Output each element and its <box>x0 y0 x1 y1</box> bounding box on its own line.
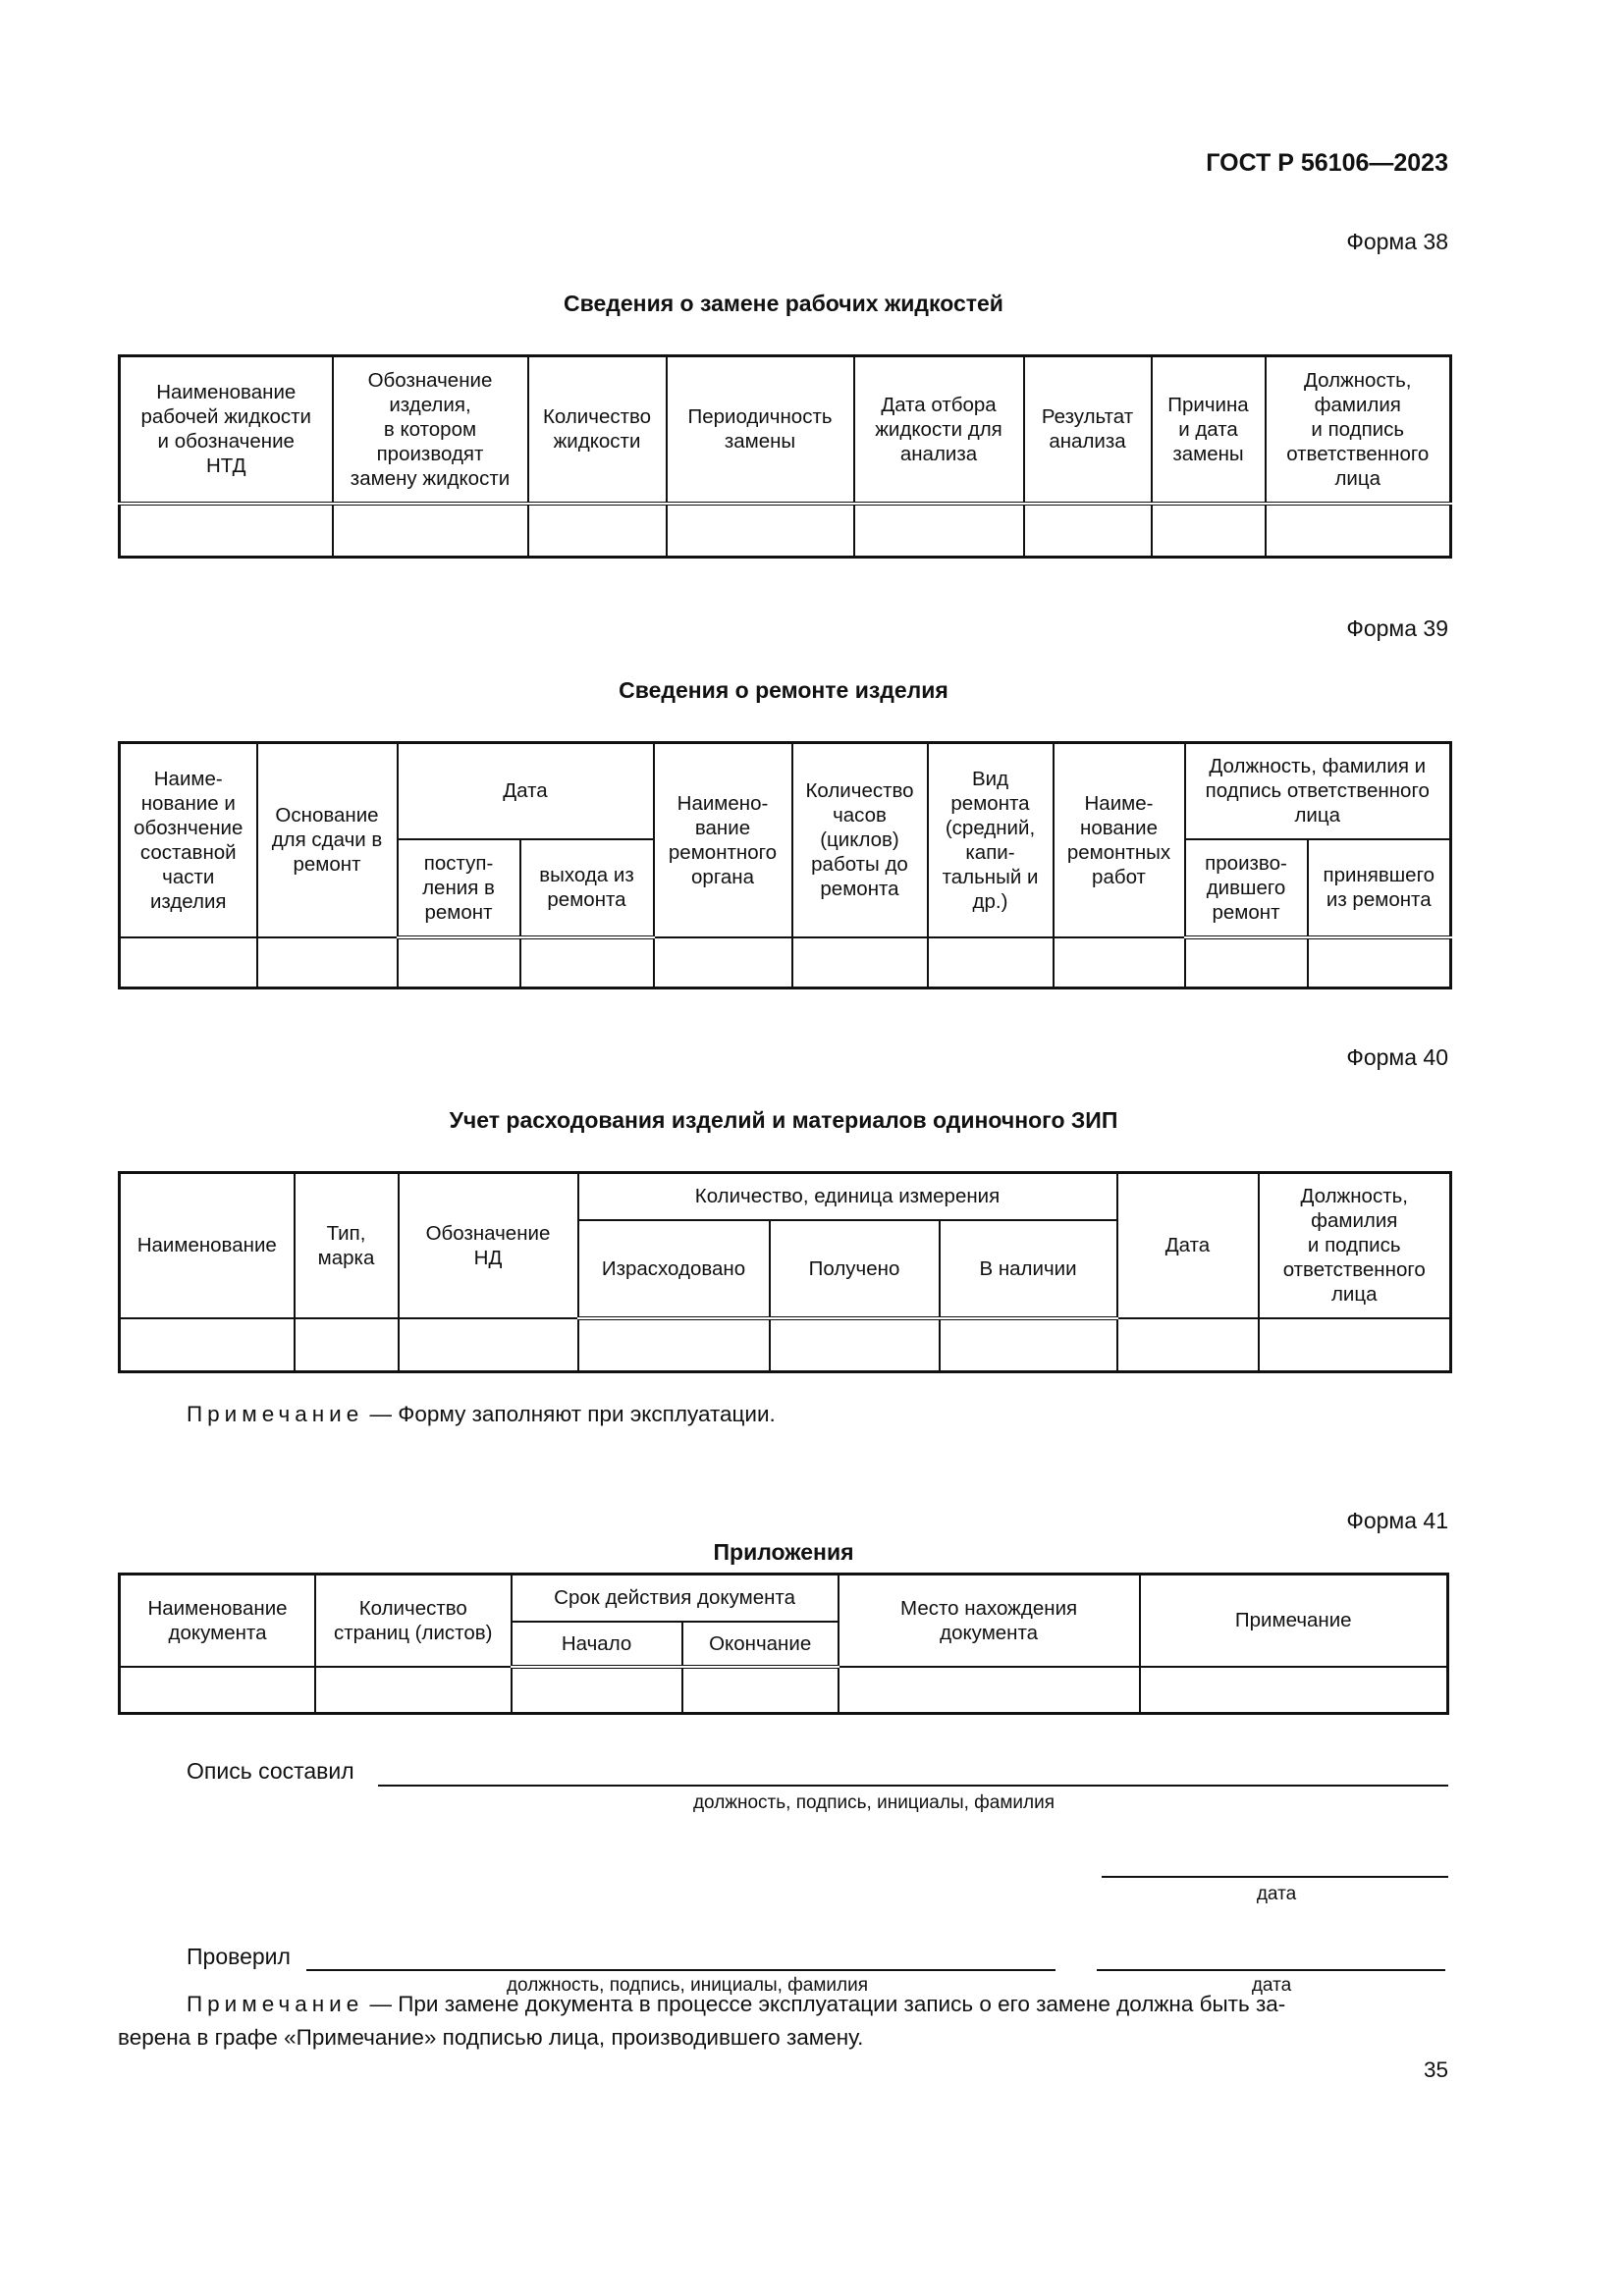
header-cell: Причина и дата замены <box>1152 356 1266 504</box>
entry-cell[interactable] <box>1308 937 1451 988</box>
entry-cell[interactable] <box>120 1318 295 1372</box>
form-41-header-row-1 <box>120 1575 1448 1622</box>
entry-cell[interactable] <box>399 1318 578 1372</box>
checked-date-line[interactable] <box>1097 1969 1445 1971</box>
entry-cell[interactable] <box>257 937 398 988</box>
header-cell: Наименование рабочей жидкости и обозначение НТД <box>120 356 333 504</box>
header-cell: Наименование <box>120 1173 295 1318</box>
entry-cell[interactable] <box>1117 1318 1259 1372</box>
compiled-date-line[interactable] <box>1102 1876 1448 1878</box>
checked-date-caption: дата <box>1251 1975 1292 1996</box>
checked-by-label: Проверил <box>187 1944 291 1969</box>
header-cell: Примечание <box>1140 1575 1448 1667</box>
header-cell: Периодичность замены <box>667 356 854 504</box>
final-note-line-2: верена в графе «Примечание» подписью лица, производившего замену. <box>118 2025 864 2050</box>
form-38-header-row <box>120 356 1451 504</box>
header-cell: Количество жидкости <box>528 356 667 504</box>
entry-cell[interactable] <box>578 1318 770 1372</box>
form-39-table <box>118 741 1452 989</box>
entry-cell[interactable] <box>1024 504 1152 558</box>
header-cell: Получено <box>770 1220 940 1318</box>
final-note-line-1 <box>187 1988 1463 2021</box>
entry-cell[interactable] <box>667 504 854 558</box>
header-cell: Начало <box>512 1622 682 1667</box>
entry-cell[interactable] <box>120 937 257 988</box>
form-38-entry-row <box>120 504 1451 558</box>
header-cell: Место нахождения документа <box>839 1575 1140 1667</box>
header-cell: В наличии <box>940 1220 1117 1318</box>
form-40-header-row-1 <box>120 1173 1451 1220</box>
standard-designation: ГОСТ Р 56106—2023 <box>1206 149 1448 177</box>
header-cell: Срок действия документа <box>512 1575 839 1622</box>
final-note-label: Примечание <box>187 1992 364 2016</box>
entry-cell[interactable] <box>928 937 1054 988</box>
form-40-label: Форма 40 <box>1346 1044 1448 1070</box>
entry-cell[interactable] <box>854 504 1024 558</box>
form-41-table <box>118 1573 1449 1715</box>
header-cell: Дата <box>1117 1173 1259 1318</box>
header-cell: поступ- ления в ремонт <box>398 839 520 937</box>
entry-cell[interactable] <box>398 937 520 988</box>
form-40-table <box>118 1171 1452 1373</box>
header-cell: Должность, фамилия и подпись ответственного лица <box>1259 1173 1451 1318</box>
header-cell: выхода из ремонта <box>520 839 654 937</box>
header-cell: Должность, фамилия и подпись ответственного лица <box>1185 743 1451 839</box>
header-cell: Количество часов (циклов) работы до ремонта <box>792 743 928 937</box>
entry-cell[interactable] <box>528 504 667 558</box>
form-41-label: Форма 41 <box>1346 1508 1448 1533</box>
checked-by-line[interactable] <box>306 1969 1056 1971</box>
header-cell: Наимено- вание ремонтного органа <box>654 743 792 937</box>
form-38-label: Форма 38 <box>1346 229 1448 254</box>
checked-by-caption: должность, подпись, инициалы, фамилия <box>506 1975 869 1996</box>
entry-cell[interactable] <box>315 1667 512 1714</box>
header-cell: Результат анализа <box>1024 356 1152 504</box>
note-label: Примечание <box>187 1402 364 1426</box>
header-cell: Обозначение НД <box>399 1173 578 1318</box>
entry-cell[interactable] <box>512 1667 682 1714</box>
form-41-title: Приложения <box>713 1539 854 1565</box>
compiled-date-caption: дата <box>1256 1884 1297 1904</box>
entry-cell[interactable] <box>654 937 792 988</box>
entry-cell[interactable] <box>1266 504 1451 558</box>
form-38-table <box>118 354 1452 559</box>
entry-cell[interactable] <box>1152 504 1266 558</box>
header-cell: произво- дившего ремонт <box>1185 839 1308 937</box>
header-cell: Количество, единица измерения <box>578 1173 1117 1220</box>
header-cell: Количество страниц (листов) <box>315 1575 512 1667</box>
entry-cell[interactable] <box>120 1667 316 1714</box>
entry-cell[interactable] <box>520 937 654 988</box>
header-cell: Дата отбора жидкости для анализа <box>854 356 1024 504</box>
entry-cell[interactable] <box>120 504 333 558</box>
header-cell: Тип, марка <box>295 1173 399 1318</box>
form-39-label: Форма 39 <box>1346 615 1448 641</box>
header-cell: принявшего из ремонта <box>1308 839 1451 937</box>
entry-cell[interactable] <box>940 1318 1117 1372</box>
note-text: — Форму заполняют при эксплуатации. <box>363 1402 776 1426</box>
header-cell: Наиме- нование и обознчение составной части изделия <box>120 743 257 937</box>
header-cell: Вид ремонта (средний, капи- тальный и др.) <box>928 743 1054 937</box>
page-number: 35 <box>1423 2057 1448 2082</box>
entry-cell[interactable] <box>770 1318 940 1372</box>
header-cell: Израсходовано <box>578 1220 770 1318</box>
compiled-by-line[interactable] <box>378 1785 1448 1787</box>
entry-cell[interactable] <box>1259 1318 1451 1372</box>
entry-cell[interactable] <box>792 937 928 988</box>
header-cell: Основание для сдачи в ремонт <box>257 743 398 937</box>
header-cell: Наименование документа <box>120 1575 316 1667</box>
form-40-entry-row <box>120 1318 1451 1372</box>
header-cell: Дата <box>398 743 654 839</box>
entry-cell[interactable] <box>839 1667 1140 1714</box>
form-39-header-row-1 <box>120 743 1451 839</box>
compiled-by-caption: должность, подпись, инициалы, фамилия <box>692 1792 1056 1813</box>
header-cell: Окончание <box>682 1622 839 1667</box>
form-40-note <box>187 1398 776 1431</box>
form-38-title: Сведения о замене рабочих жидкостей <box>564 291 1003 316</box>
compiled-by-label: Опись составил <box>187 1758 354 1784</box>
form-41-entry-row <box>120 1667 1448 1714</box>
entry-cell[interactable] <box>1054 937 1185 988</box>
form-39-entry-row <box>120 937 1451 988</box>
entry-cell[interactable] <box>1140 1667 1448 1714</box>
entry-cell[interactable] <box>333 504 528 558</box>
form-40-title: Учет расходования изделий и материалов одиночного ЗИП <box>449 1107 1118 1133</box>
header-cell: Наиме- нование ремонтных работ <box>1054 743 1185 937</box>
entry-cell[interactable] <box>295 1318 399 1372</box>
final-note-text-1: — При замене документа в процессе эксплуатации запись о его замене должна быть за- <box>363 1992 1286 2016</box>
form-39-title: Сведения о ремонте изделия <box>619 677 948 703</box>
entry-cell[interactable] <box>1185 937 1308 988</box>
header-cell: Должность, фамилия и подпись ответственного лица <box>1266 356 1451 504</box>
header-cell: Обозначение изделия, в котором производят замену жидкости <box>333 356 528 504</box>
entry-cell[interactable] <box>682 1667 839 1714</box>
